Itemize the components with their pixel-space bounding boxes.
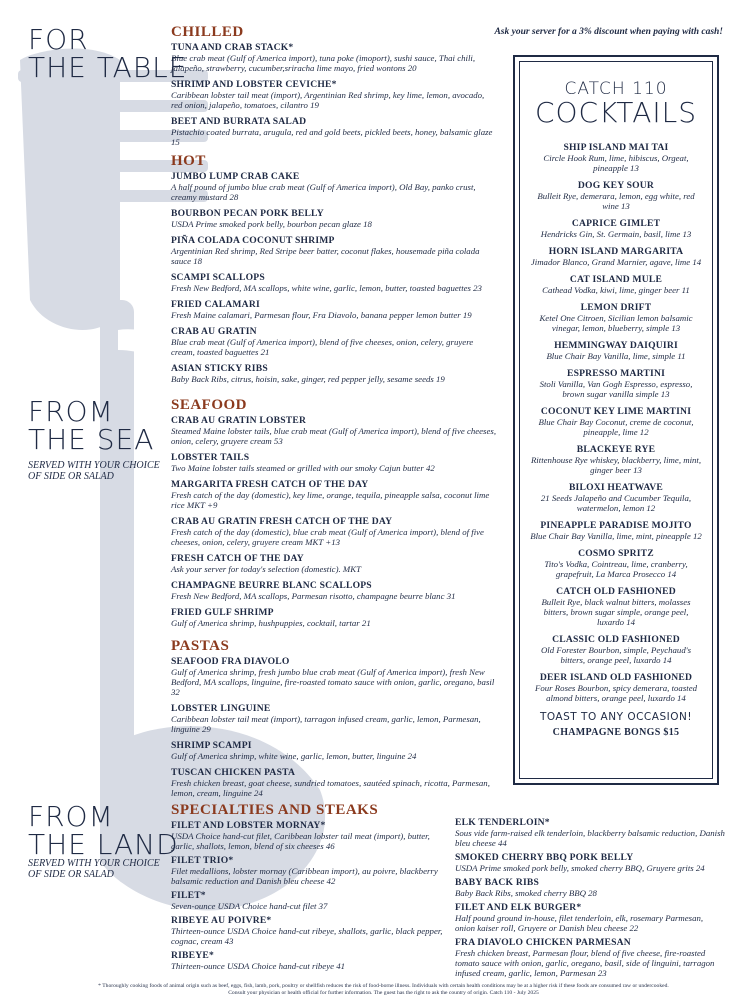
category-title-pastas: PASTAS <box>171 638 230 654</box>
item-name: CRAB AU GRATIN LOBSTER <box>171 415 307 426</box>
menu-item <box>455 817 725 848</box>
cocktail-desc: Cathead Vodka, kiwi, lime, ginger beer 11 <box>542 285 690 295</box>
item-name: JUMBO LUMP CRAB CAKE <box>171 171 300 182</box>
cocktail-desc: Four Roses Bourbon, spicy demerara, toasted almond bitters, orange peel, luxardo 14 <box>535 683 697 703</box>
cocktail-item <box>520 444 712 475</box>
cocktail-name: CATCH OLD FASHIONED <box>556 586 676 597</box>
item-desc: USDA Prime smoked pork belly, smoked cherry BBQ, Gruyere grits 24 <box>455 863 705 873</box>
menu-item <box>171 580 496 601</box>
cocktail-name: PINEAPPLE PARADISE MOJITO <box>540 520 692 531</box>
menu-item <box>171 915 451 946</box>
menu-item <box>455 937 725 978</box>
item-desc: Thirteen-ounce USDA Choice hand-cut ribeye, shallots, garlic, black pepper, cognac, cream 43 <box>171 926 443 946</box>
cocktail-item <box>520 548 712 579</box>
item-name: MARGARITA FRESH CATCH OF THE DAY <box>171 479 369 490</box>
item-desc: USDA Choice hand-cut filet, Caribbean lobster tail meat (import), butter, garlic, shallots, lemon, blend of six cheeses 46 <box>171 831 430 851</box>
cocktail-item <box>520 218 712 239</box>
item-name: SCAMPI SCALLOPS <box>171 272 265 283</box>
item-desc: Caribbean lobster tail meat (import), Argentinian Red shrimp, key lime, lemon, avocado, red onion, jalapeño, tomatoes, cilantro 19 <box>171 90 485 110</box>
cocktail-item <box>520 368 712 399</box>
category-title-chilled: CHILLED <box>171 24 244 40</box>
cocktail-desc: Blue Chair Bay Coconut, creme de coconut, pineapple, lime 12 <box>538 417 694 437</box>
menu-item <box>171 363 496 384</box>
section-heading-for-the-table <box>28 23 188 84</box>
menu-item <box>171 415 496 446</box>
cocktail-desc: Stoli Vanilla, Van Gogh Espresso, espresso, brown sugar vanilla simple 13 <box>539 379 693 399</box>
toast-heading: TOAST TO ANY OCCASION! <box>539 711 693 723</box>
item-desc: Gulf of America shrimp, hushpuppies, cocktail, tartar 21 <box>171 618 371 628</box>
heading-line: THE TABLE <box>28 51 188 84</box>
cocktail-desc: Tito's Vodka, Cointreau, lime, cranberry, grapefruit, La Marca Prosecco 14 <box>544 559 688 579</box>
item-desc: Sous vide farm-raised elk tenderloin, blackberry balsamic reduction, Danish bleu cheese 44 <box>455 828 725 848</box>
footer-disclaimer <box>40 983 727 996</box>
cocktail-name: BILOXI HEATWAVE <box>568 482 664 493</box>
item-name: FRESH CATCH OF THE DAY <box>171 553 304 564</box>
item-name: LOBSTER TAILS <box>171 452 250 463</box>
cocktail-name: BLACKEYE RYE <box>576 444 656 455</box>
footer-line: * Thoroughly cooking foods of animal origin such as beef, eggs, fish, lamb, pork, poultry or shellfish reduces the risk of food-borne illness. Individuals with certain health conditions may be at a higher risk if these foods are consumed raw or undercooked. <box>98 983 669 989</box>
item-name: CRAB AU GRATIN <box>171 326 257 337</box>
champagne-bongs-price: CHAMPAGNE BONGS $15 <box>552 727 680 738</box>
menu-item <box>171 950 451 971</box>
item-desc: Blue crab meat (Gulf of America import), tuna poke (imoport), sushi sauce, Thai chili, jalapeño, strawberry, cucumber,sriracha lime mayo, fried wontons 20 <box>171 53 476 73</box>
menu-item <box>171 42 496 73</box>
cocktail-item <box>520 246 712 267</box>
item-name: FILET TRIO* <box>171 855 234 866</box>
item-desc: Ask your server for today's selection (domestic). MKT <box>171 564 362 574</box>
cocktail-desc: Bulleit Rye, black walnut bitters, molasses bitters, brown sugar simple, orange peel, luxardo 14 <box>541 597 691 627</box>
cocktail-name: DEER ISLAND OLD FASHIONED <box>539 672 693 683</box>
heading-line: FOR <box>28 23 89 56</box>
menu-item <box>455 877 725 898</box>
menu-item <box>171 272 496 293</box>
cocktail-desc: 21 Seeds Jalapeño and Cucumber Tequila, watermelon, lemon 12 <box>540 493 692 513</box>
item-name: SHRIMP AND LOBSTER CEVICHE* <box>171 79 337 90</box>
item-desc: Fresh chicken breast, goat cheese, sundried tomatoes, sautéed spinach, ricotta, Parmesan, lemon, cream, linguine 24 <box>171 778 490 798</box>
cocktail-item <box>520 340 712 361</box>
category-title-specialties: SPECIALTIES AND STEAKS <box>171 802 379 818</box>
item-desc: Baby Back Ribs, smoked cherry BBQ 28 <box>455 888 597 898</box>
appetizers-column <box>171 24 496 390</box>
item-desc: Fresh New Bedford, MA scallops, Parmesan risotto, champagne beurre blanc 31 <box>171 591 456 601</box>
cocktail-desc: Circle Hook Rum, lime, hibiscus, Orgeat, pineapple 13 <box>543 153 689 173</box>
item-name: PIÑA COLADA COCONUT SHRIMP <box>171 235 335 246</box>
item-name: CHAMPAGNE BEURRE BLANC SCALLOPS <box>171 580 372 591</box>
cocktail-item <box>520 180 712 211</box>
cocktail-desc: Hendricks Gin, St. Germain, basil, lime 13 <box>540 229 692 239</box>
section-heading-from-the-sea <box>28 395 155 456</box>
item-desc: Gulf of America shrimp, white wine, garlic, lemon, butter, linguine 24 <box>171 751 417 761</box>
item-name: BOURBON PECAN PORK BELLY <box>171 208 324 219</box>
item-desc: Fresh catch of the day (domestic), blue crab meat (Gulf of America import), blend of five cheeses, onion, celery, gruyere cream MKT +13 <box>171 527 484 547</box>
item-name: SHRIMP SCAMPI <box>171 740 252 751</box>
item-desc: Blue crab meat (Gulf of America import), blend of five cheeses, onion, celery, gruyere cream, toasted baguettes 21 <box>171 337 474 357</box>
cocktail-desc: Bulleit Rye, demerara, lemon, egg white, red wine 13 <box>537 191 695 211</box>
item-name: FILET* <box>171 890 206 901</box>
cocktail-desc: Jimador Blanco, Grand Marnier, agave, lime 14 <box>530 257 702 267</box>
item-desc: Argentinian Red shrimp, Red Stripe beer batter, coconut flakes, housemade piña colada sauce 18 <box>171 246 480 266</box>
item-desc: Fresh chicken breast, Parmesan flour, blend of five cheese, fire-roasted tomato sauce with onion, garlic, oregano, basil, side of linguini, tarragon infused cream, garlic, lemon, Parmesan 23 <box>455 948 715 978</box>
item-name: SEAFOOD FRA DIAVOLO <box>171 656 290 667</box>
specialties-left-column <box>171 802 451 971</box>
cocktail-item <box>520 142 712 173</box>
menu-item <box>171 516 496 547</box>
cocktail-name: HEMMINGWAY DAIQUIRI <box>554 340 678 351</box>
item-desc: Steamed Maine lobster tails, blue crab meat (Gulf of America import), blend of five cheeses, onion, celery, gruyere cream 53 <box>171 426 497 446</box>
item-name: BEET AND BURRATA SALAD <box>171 116 307 127</box>
cocktail-item <box>520 482 712 513</box>
menu-item <box>455 902 725 933</box>
heading-line: THE LAND <box>28 828 179 861</box>
item-desc: Half pound ground in-house, filet tenderloin, elk, rosemary Parmesan, onion kaiser roll, Gruyere or Danish bleu cheese 22 <box>455 913 704 933</box>
menu-item <box>171 890 451 911</box>
menu-item <box>171 607 496 628</box>
cocktail-list <box>520 142 712 703</box>
land-subtitle: SERVED WITH YOUR CHOICE OF SIDE OR SALAD <box>28 858 160 880</box>
cocktail-desc: Old Forester Bourbon, simple, Peychaud's bitters, orange peel, luxardo 14 <box>540 645 692 665</box>
cocktail-item <box>520 634 712 665</box>
cocktail-desc: Ketel One Citroen, Sicilian lemon balsamic vinegar, lemon, blueberry, simple 13 <box>539 313 693 333</box>
footer-line: Consult your physician or health official for further information. The guest has the right to ask the country of origin. Catch 110 - July 2025 <box>228 989 539 996</box>
menu-item <box>171 235 496 266</box>
item-desc: Filet medallions, lobster mornay (Caribbean import), au poivre, blackberry balsamic reduction and Danish bleu cheese 42 <box>171 866 438 886</box>
cocktail-name: COCONUT KEY LIME MARTINI <box>540 406 692 417</box>
item-desc: Thirteen-ounce USDA Choice hand-cut ribeye 41 <box>171 961 346 971</box>
item-name: CRAB AU GRATIN FRESH CATCH OF THE DAY <box>171 516 393 527</box>
menu-item <box>171 740 496 761</box>
menu-item <box>171 479 496 510</box>
item-desc: Seven-ounce USDA Choice hand-cut filet 37 <box>171 901 328 911</box>
item-desc: Fresh catch of the day (domestic), key lime, orange, tequila, pineapple salsa, coconut lime rice MKT +9 <box>171 490 490 510</box>
section-heading-from-the-land <box>28 800 179 861</box>
menu-item <box>171 820 451 851</box>
cocktails-panel <box>513 55 719 785</box>
cocktail-item <box>520 406 712 437</box>
item-name: FILET AND ELK BURGER* <box>455 902 582 913</box>
cocktail-name: SHIP ISLAND MAI TAI <box>563 142 669 153</box>
menu-item <box>455 852 725 873</box>
item-name: TUNA AND CRAB STACK* <box>171 42 294 53</box>
cocktail-name: CAT ISLAND MULE <box>569 274 663 285</box>
item-desc: A half pound of jumbo blue crab meat (Gulf of America import), Old Bay, panko crust, creamy mustard 28 <box>171 182 476 202</box>
item-name: RIBEYE AU POIVRE* <box>171 915 272 926</box>
heading-line: FROM <box>28 800 114 833</box>
cocktail-name: CLASSIC OLD FASHIONED <box>552 634 680 645</box>
cash-discount-note: Ask your server for a 3% discount when paying with cash! <box>494 27 723 37</box>
menu-item <box>171 553 496 574</box>
item-name: TUSCAN CHICKEN PASTA <box>171 767 296 778</box>
item-name: RIBEYE* <box>171 950 214 961</box>
menu-item <box>171 116 496 147</box>
menu-item <box>171 208 496 229</box>
cocktail-desc: Blue Chair Bay Vanilla, lime, mint, pineapple 12 <box>530 531 702 541</box>
item-name: FILET AND LOBSTER MORNAY* <box>171 820 326 831</box>
item-name: FRIED GULF SHRIMP <box>171 607 274 618</box>
category-title-hot: HOT <box>171 153 206 169</box>
item-name: FRIED CALAMARI <box>171 299 260 310</box>
cocktail-desc: Blue Chair Bay Vanilla, lime, simple 11 <box>546 351 686 361</box>
cocktail-item <box>520 586 712 627</box>
item-name: BABY BACK RIBS <box>455 877 540 888</box>
cocktail-name: ESPRESSO MARTINI <box>566 368 666 379</box>
cocktail-item <box>520 302 712 333</box>
sea-column <box>171 397 496 804</box>
cocktails-title-line1: CATCH 110 <box>564 79 668 99</box>
sea-subtitle: SERVED WITH YOUR CHOICE OF SIDE OR SALAD <box>28 460 160 482</box>
item-name: LOBSTER LINGUINE <box>171 703 271 714</box>
item-name: ASIAN STICKY RIBS <box>171 363 268 374</box>
menu-item <box>171 703 496 734</box>
category-title-seafood: SEAFOOD <box>171 397 248 413</box>
menu-item <box>171 855 451 886</box>
cocktail-desc: Rittenhouse Rye whiskey, blackberry, lime, mint, ginger beer 13 <box>530 455 702 475</box>
menu-item <box>171 299 496 320</box>
item-desc: Gulf of America shrimp, fresh jumbo blue crab meat (Gulf of America import), fresh New Bedford, MA scallops, linguine, fire-roasted tomato sauce with onion, garlic, oregano, basil 32 <box>171 667 495 697</box>
menu-item <box>171 326 496 357</box>
heading-line: THE SEA <box>28 423 155 456</box>
item-desc: Fresh New Bedford, MA scallops, white wine, garlic, lemon, butter, toasted baguettes 23 <box>171 283 482 293</box>
menu-item <box>171 79 496 110</box>
cocktail-item <box>520 520 712 541</box>
menu-item <box>171 656 496 697</box>
cocktail-name: CAPRICE GIMLET <box>571 218 661 229</box>
item-desc: Baby Back Ribs, citrus, hoisin, sake, ginger, red pepper jelly, sesame seeds 19 <box>171 374 445 384</box>
item-desc: Fresh Maine calamari, Parmesan flour, Fra Diavolo, banana pepper lemon butter 19 <box>171 310 472 320</box>
item-name: FRA DIAVOLO CHICKEN PARMESAN <box>455 937 631 948</box>
cocktail-name: COSMO SPRITZ <box>578 548 654 559</box>
specialties-right-column <box>455 817 725 978</box>
heading-line: FROM <box>28 395 114 428</box>
cocktails-title-line2: COCKTAILS <box>534 96 698 129</box>
cocktail-name: DOG KEY SOUR <box>577 180 655 191</box>
menu-item <box>171 767 496 798</box>
item-desc: USDA Prime smoked pork belly, bourbon pecan glaze 18 <box>171 219 372 229</box>
cocktail-name: LEMON DRIFT <box>580 302 652 313</box>
menu-item <box>171 452 496 473</box>
cocktail-name: HORN ISLAND MARGARITA <box>548 246 684 257</box>
item-desc: Caribbean lobster tail meat (import), tarragon infused cream, garlic, lemon, Parmesan, linguine 29 <box>171 714 481 734</box>
cocktail-item <box>520 672 712 703</box>
cocktail-item <box>520 274 712 295</box>
cocktails-inner-border <box>519 61 713 779</box>
menu-item <box>171 171 496 202</box>
item-name: SMOKED CHERRY BBQ PORK BELLY <box>455 852 634 863</box>
item-desc: Two Maine lobster tails steamed or grilled with our smoky Cajun butter 42 <box>171 463 435 473</box>
item-name: ELK TENDERLOIN* <box>455 817 550 828</box>
item-desc: Pistachio coated burrata, arugula, red and gold beets, pickled beets, honey, balsamic glaze 15 <box>171 127 493 147</box>
